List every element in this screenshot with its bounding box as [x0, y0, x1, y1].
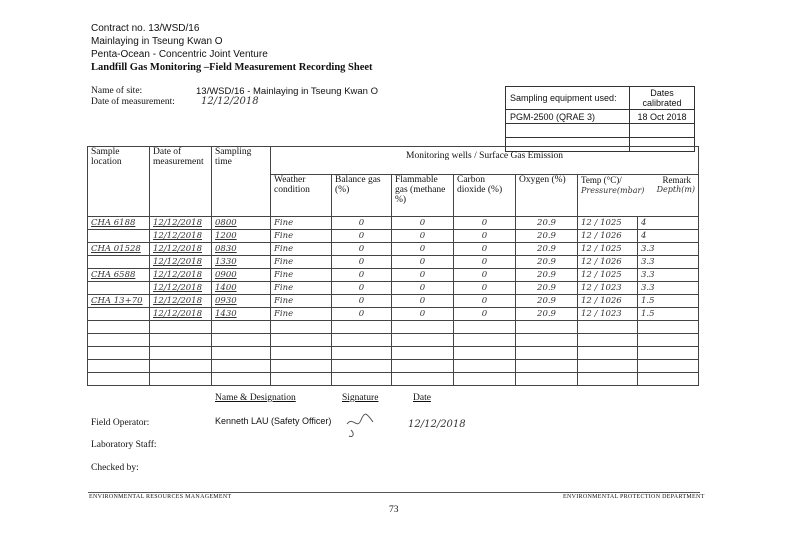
- cell-depth: [638, 334, 699, 347]
- cell-date: 12/12/2018: [150, 217, 212, 230]
- measurement-date-label: Date of measurement:: [91, 97, 175, 107]
- cell-carbon-dioxide: [454, 334, 516, 347]
- cell-time: 1400: [212, 282, 271, 295]
- table-row: [88, 373, 699, 386]
- cell-flammable-gas: 0: [392, 217, 454, 230]
- table-row: [88, 360, 699, 373]
- cell-depth: 3.3: [638, 256, 699, 269]
- cell-oxygen: 20.9: [516, 295, 578, 308]
- cell-flammable-gas: 0: [392, 282, 454, 295]
- cell-temp-pressure: [578, 373, 638, 386]
- cell-balance-gas: [332, 360, 392, 373]
- field-operator-label: Field Operator:: [91, 418, 150, 428]
- header-oxygen: Oxygen (%): [516, 175, 578, 217]
- cell-carbon-dioxide: [454, 360, 516, 373]
- cell-carbon-dioxide: [454, 373, 516, 386]
- cell-carbon-dioxide: 0: [454, 230, 516, 243]
- cell-balance-gas: 0: [332, 269, 392, 282]
- cell-carbon-dioxide: [454, 347, 516, 360]
- cell-date: [150, 321, 212, 334]
- table-row: [88, 334, 699, 347]
- cell-weather: Fine: [271, 282, 332, 295]
- cell-depth: 3.3: [638, 282, 699, 295]
- cell-location: [88, 256, 150, 269]
- cell-temp-pressure: 12 / 1025: [578, 217, 638, 230]
- cell-depth: [638, 321, 699, 334]
- cell-temp-pressure: 12 / 1026: [578, 256, 638, 269]
- header-balance-gas: Balance gas (%): [332, 175, 392, 217]
- cell-temp-pressure: [578, 360, 638, 373]
- cell-oxygen: 20.9: [516, 217, 578, 230]
- cell-weather: [271, 347, 332, 360]
- cell-carbon-dioxide: [454, 321, 516, 334]
- cell-date: 12/12/2018: [150, 230, 212, 243]
- cell-temp-pressure: 12 / 1023: [578, 282, 638, 295]
- measurement-table: [87, 146, 699, 386]
- cell-date: [150, 334, 212, 347]
- cell-oxygen: [516, 347, 578, 360]
- cell-carbon-dioxide: 0: [454, 243, 516, 256]
- cell-depth: [638, 347, 699, 360]
- cell-weather: Fine: [271, 256, 332, 269]
- cell-location: CHA 6588: [88, 269, 150, 282]
- cell-carbon-dioxide: 0: [454, 282, 516, 295]
- header-sample-location: Sample location: [88, 147, 150, 217]
- cell-date: 12/12/2018: [150, 308, 212, 321]
- cell-balance-gas: 0: [332, 243, 392, 256]
- cell-balance-gas: [332, 334, 392, 347]
- header-pressure: Pressure(mbar): [581, 186, 645, 195]
- cell-carbon-dioxide: 0: [454, 217, 516, 230]
- cell-location: CHA 6188: [88, 217, 150, 230]
- cell-balance-gas: 0: [332, 217, 392, 230]
- cell-flammable-gas: 0: [392, 308, 454, 321]
- cell-weather: Fine: [271, 308, 332, 321]
- cell-balance-gas: 0: [332, 295, 392, 308]
- signoff-name-header: Name & Designation: [215, 393, 296, 403]
- cell-location: [88, 373, 150, 386]
- cell-flammable-gas: 0: [392, 230, 454, 243]
- cell-time: [212, 321, 271, 334]
- signature-scribble: [343, 410, 377, 440]
- lab-staff-label: Laboratory Staff:: [91, 440, 157, 450]
- table-row: [88, 230, 699, 243]
- page-number: 73: [389, 505, 399, 515]
- cell-date: 12/12/2018: [150, 269, 212, 282]
- cell-balance-gas: 0: [332, 308, 392, 321]
- cell-depth: [638, 360, 699, 373]
- cell-temp-pressure: 12 / 1025: [578, 243, 638, 256]
- cell-depth: [638, 373, 699, 386]
- cell-oxygen: 20.9: [516, 269, 578, 282]
- table-row: [88, 269, 699, 282]
- field-operator-name: Kenneth LAU (Safety Officer): [215, 416, 332, 426]
- cell-carbon-dioxide: 0: [454, 269, 516, 282]
- project-name: Mainlaying in Tseung Kwan O: [91, 36, 223, 47]
- cell-flammable-gas: [392, 360, 454, 373]
- cell-time: 0900: [212, 269, 271, 282]
- cell-oxygen: 20.9: [516, 308, 578, 321]
- table-row: [88, 256, 699, 269]
- cell-weather: Fine: [271, 243, 332, 256]
- table-row: [88, 321, 699, 334]
- cell-location: [88, 230, 150, 243]
- cell-time: [212, 360, 271, 373]
- cell-date: [150, 360, 212, 373]
- sheet-title: Landfill Gas Monitoring –Field Measurement Recording Sheet: [91, 62, 373, 73]
- cell-depth: 1.5: [638, 308, 699, 321]
- header-sampling-time: Sampling time: [212, 147, 271, 217]
- header-carbon-dioxide: Carbon dioxide (%): [454, 175, 516, 217]
- cell-location: CHA 13+70: [88, 295, 150, 308]
- cell-date: 12/12/2018: [150, 282, 212, 295]
- cell-oxygen: [516, 321, 578, 334]
- cell-temp-pressure: 12 / 1026: [578, 230, 638, 243]
- cell-time: 1200: [212, 230, 271, 243]
- footer-divider: [88, 492, 700, 493]
- cell-time: 1330: [212, 256, 271, 269]
- cell-time: 0830: [212, 243, 271, 256]
- cell-weather: Fine: [271, 295, 332, 308]
- cell-oxygen: 20.9: [516, 230, 578, 243]
- cell-carbon-dioxide: 0: [454, 256, 516, 269]
- cell-carbon-dioxide: 0: [454, 295, 516, 308]
- cell-balance-gas: [332, 347, 392, 360]
- cell-depth: 1.5: [638, 295, 699, 308]
- cell-temp-pressure: [578, 347, 638, 360]
- cell-date: 12/12/2018: [150, 243, 212, 256]
- cell-location: [88, 360, 150, 373]
- cell-date: [150, 373, 212, 386]
- field-operator-date: 12/12/2018: [408, 419, 466, 430]
- cell-depth: 3.3: [638, 243, 699, 256]
- measurement-date-value: 12/12/2018: [201, 96, 259, 107]
- equipment-blank-cell: [506, 124, 630, 138]
- cell-depth: 4: [638, 217, 699, 230]
- cell-flammable-gas: 0: [392, 256, 454, 269]
- footer-right: ENVIRONMENTAL PROTECTION DEPARTMENT: [563, 494, 705, 500]
- cell-balance-gas: [332, 373, 392, 386]
- cell-depth: 4: [638, 230, 699, 243]
- cell-weather: [271, 334, 332, 347]
- cell-oxygen: 20.9: [516, 256, 578, 269]
- cell-date: [150, 347, 212, 360]
- cell-weather: [271, 321, 332, 334]
- header-remark: Remark: [662, 175, 692, 185]
- cell-time: 0930: [212, 295, 271, 308]
- cell-temp-pressure: 12 / 1023: [578, 308, 638, 321]
- cell-time: 1430: [212, 308, 271, 321]
- cell-location: [88, 347, 150, 360]
- table-row: [88, 295, 699, 308]
- header-flammable-gas: Flammable gas (methane %): [392, 175, 454, 217]
- cell-location: CHA 01528: [88, 243, 150, 256]
- cell-temp-pressure: 12 / 1025: [578, 269, 638, 282]
- cell-oxygen: 20.9: [516, 243, 578, 256]
- table-row: [88, 243, 699, 256]
- cell-flammable-gas: [392, 334, 454, 347]
- cell-weather: Fine: [271, 230, 332, 243]
- cell-time: [212, 373, 271, 386]
- cell-oxygen: [516, 360, 578, 373]
- cell-weather: Fine: [271, 217, 332, 230]
- calibration-blank-cell: [630, 124, 695, 138]
- cell-flammable-gas: [392, 373, 454, 386]
- cell-date: 12/12/2018: [150, 295, 212, 308]
- cell-temp-pressure: 12 / 1026: [578, 295, 638, 308]
- table-row: [88, 347, 699, 360]
- cell-flammable-gas: [392, 347, 454, 360]
- calibration-value: 18 Oct 2018: [630, 110, 695, 124]
- cell-balance-gas: 0: [332, 230, 392, 243]
- site-name-value: 13/WSD/16 - Mainlaying in Tseung Kwan O: [196, 86, 378, 97]
- cell-date: 12/12/2018: [150, 256, 212, 269]
- cell-carbon-dioxide: 0: [454, 308, 516, 321]
- equipment-header: Sampling equipment used:: [506, 87, 630, 110]
- cell-flammable-gas: 0: [392, 269, 454, 282]
- table-row: [88, 308, 699, 321]
- table-row: [88, 282, 699, 295]
- cell-balance-gas: 0: [332, 282, 392, 295]
- cell-weather: [271, 373, 332, 386]
- table-row: [88, 217, 699, 230]
- cell-weather: Fine: [271, 269, 332, 282]
- cell-location: [88, 282, 150, 295]
- cell-time: [212, 347, 271, 360]
- cell-location: [88, 321, 150, 334]
- cell-balance-gas: [332, 321, 392, 334]
- header-depth: Depth(m): [656, 185, 696, 194]
- equipment-value: PGM-2500 (QRAE 3): [506, 110, 630, 124]
- cell-temp-pressure: [578, 321, 638, 334]
- cell-weather: [271, 360, 332, 373]
- cell-location: [88, 308, 150, 321]
- equipment-table: [505, 86, 695, 152]
- cell-time: [212, 334, 271, 347]
- contract-number: Contract no. 13/WSD/16: [91, 23, 200, 34]
- checked-by-label: Checked by:: [91, 463, 139, 473]
- signoff-date-header: Date: [413, 393, 431, 403]
- header-date: Date of measurement: [150, 147, 212, 217]
- site-name-label: Name of site:: [91, 86, 143, 96]
- cell-flammable-gas: 0: [392, 243, 454, 256]
- cell-oxygen: [516, 373, 578, 386]
- cell-location: [88, 334, 150, 347]
- calibration-header: Dates calibrated: [630, 87, 695, 110]
- header-weather: Weather condition: [271, 175, 332, 217]
- footer-left: ENVIRONMENTAL RESOURCES MANAGEMENT: [89, 494, 232, 500]
- cell-time: 0800: [212, 217, 271, 230]
- cell-flammable-gas: 0: [392, 295, 454, 308]
- cell-temp-pressure: [578, 334, 638, 347]
- contractor-name: Penta-Ocean - Concentric Joint Venture: [91, 49, 268, 60]
- cell-balance-gas: 0: [332, 256, 392, 269]
- header-monitoring-group: Monitoring wells / Surface Gas Emission: [271, 147, 699, 175]
- cell-flammable-gas: [392, 321, 454, 334]
- header-temp: Temp (°C)/: [581, 175, 622, 185]
- cell-depth: 3.3: [638, 269, 699, 282]
- cell-oxygen: [516, 334, 578, 347]
- cell-oxygen: 20.9: [516, 282, 578, 295]
- header-temp-remark: [578, 175, 699, 217]
- signoff-signature-header: Signature: [342, 393, 379, 403]
